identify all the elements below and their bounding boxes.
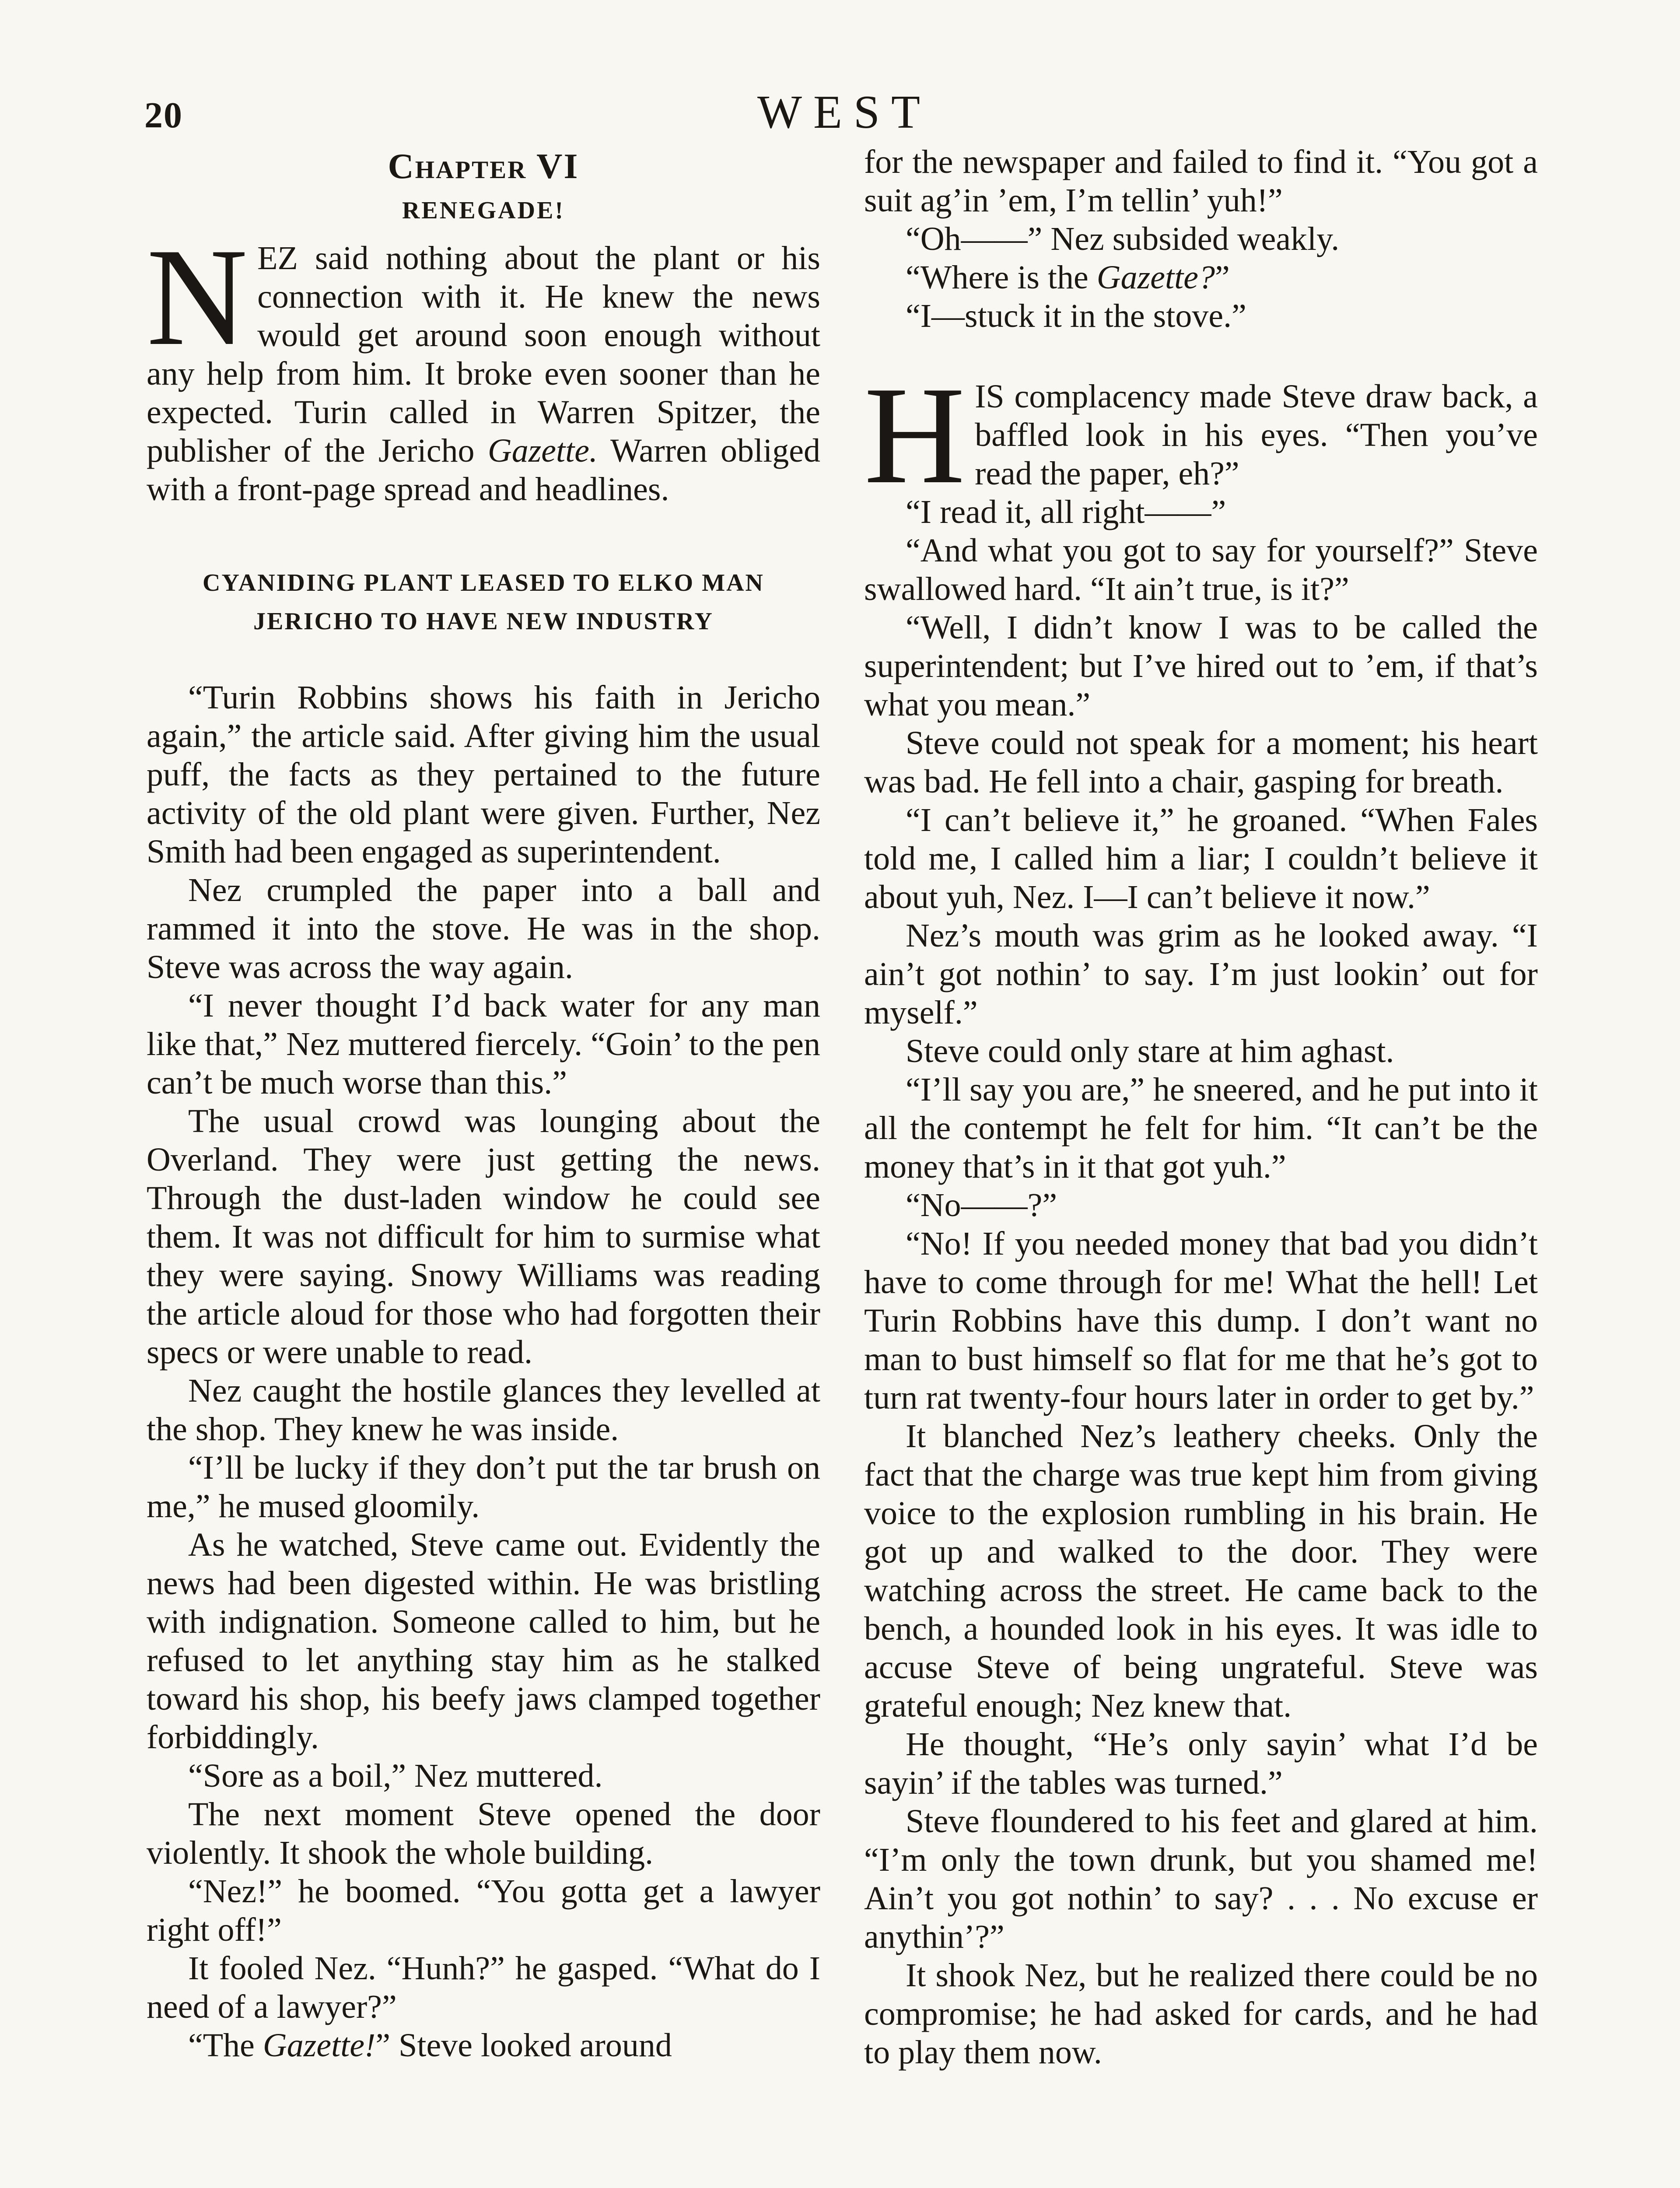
paragraph: “I’ll be lucky if they don’t put the tar brush on me,” he mused gloomily.	[147, 1449, 820, 1525]
opening-paragraph	[147, 220, 820, 508]
gazette-italic-3: Gazette?	[1096, 259, 1215, 296]
paragraph: “I never thought I’d back water for any man like that,” Nez muttered fiercely. “Goin’ to the pen can’t be much worse than this.”	[147, 987, 820, 1101]
gazette-line-start: “The	[188, 2027, 263, 2064]
paragraph	[864, 258, 1538, 297]
paragraph: “Nez!” he boomed. “You gotta get a lawyer right off!”	[147, 1873, 820, 1948]
paragraph: “Oh——” Nez subsided weakly.	[906, 221, 1340, 257]
paragraph: The usual crowd was lounging about the Overland. They were just getting the news. Through the dust-laden window he could see them. It was not difficult for him to surmise what they were saying. Snowy Williams was reading the article aloud for those who had forgotten their specs or were unable to read.	[147, 1103, 820, 1371]
paragraph: The next moment Steve opened the door violently. It shook the whole building.	[147, 1796, 820, 1871]
paragraph: “No! If you needed money that bad you didn’t have to come through for me! What the hell! Let Turin Robbins have this dump. I don’t want no man to bust himself so flat for me that he’s got to turn rat twenty-four hours later in order to get by.”	[864, 1225, 1538, 1416]
page-header	[144, 81, 1544, 147]
gazette-line-end: ” Steve looked around	[375, 2027, 672, 2064]
paragraph: Steve could only stare at him aghast.	[906, 1033, 1394, 1069]
gazette-italic: Gazette.	[487, 432, 598, 469]
paragraph: “And what you got to say for yourself?” Steve swallowed hard. “It ain’t true, is it?”	[864, 532, 1538, 607]
paragraph: “I can’t believe it,” he groaned. “When Fales told me, I called him a liar; I couldn’t believe it about yuh, Nez. I—I can’t believe it now.”	[864, 802, 1538, 915]
newspaper-headlines	[147, 564, 820, 641]
opening-text: EZ said nothing about the plant or his connection with it. He knew the news would get around soon enough without any help from him. It broke even sooner than he expected. Turin called in Warren Spitzer, the publisher of the Jericho	[147, 240, 820, 469]
paragraph: “Sore as a boil,” Nez muttered.	[188, 1757, 603, 1794]
opening-tail: Warren obliged with a front-page spread and headlines.	[147, 432, 820, 508]
paragraph: He thought, “He’s only sayin’ what I’d be sayin’ if the tables was turned.”	[864, 1726, 1538, 1801]
chapter-subtitle: RENEGADE!	[402, 197, 565, 224]
paragraph: Steve floundered to his feet and glared at him. “I’m only the town drunk, but you shamed me! Ain’t you got nothin’ to say? . . . No excuse er anythin’?”	[864, 1803, 1538, 1955]
second-opening-text: IS complacency made Steve draw back, a baffled look in his eyes. “Then you’ve read the paper, eh?”	[975, 378, 1538, 492]
magazine-title: WEST	[757, 86, 931, 138]
paragraph: “I read it, all right——”	[906, 494, 1226, 530]
right-column	[864, 143, 1538, 2188]
drop-cap-n: N	[147, 220, 248, 375]
paragraph: It shook Nez, but he realized there could be no compromise; he had asked for cards, and he had to play them now.	[864, 1957, 1538, 2071]
paragraph: “I’ll say you are,” he sneered, and he put into it all the contempt he felt for him. “It can’t be the money that’s in it that got yuh.”	[864, 1071, 1538, 1185]
paragraph: Nez caught the hostile glances they levelled at the shop. They knew he was inside.	[147, 1372, 820, 1448]
page-number: 20	[144, 95, 183, 136]
paragraph: “I—stuck it in the stove.”	[906, 298, 1246, 334]
paragraph: As he watched, Steve came out. Evidently the news had been digested within. He was bristling with indignation. Someone called to him, but he refused to let anything stay him as he stalked toward his shop, his beefy jaws clamped together forbiddingly.	[147, 1526, 820, 1756]
paragraph: “No——?”	[906, 1187, 1057, 1224]
drop-cap-h: H	[864, 358, 966, 513]
paragraph: Nez’s mouth was grim as he looked away. “I ain’t got nothin’ to say. I’m just lookin’ out for myself.”	[864, 917, 1538, 1031]
paragraph	[147, 2026, 820, 2065]
continuation-paragraph: for the newspaper and failed to find it. “You got a suit ag’in ’em, I’m tellin’ yuh!”	[864, 144, 1538, 219]
where-start: “Where is the	[906, 259, 1097, 296]
paragraph: “Turin Robbins shows his faith in Jericho again,” the article said. After giving him the usual puff, the facts as they pertained to the future activity of the old plant were given. Further, Nez Smith had been engaged as superintendent.	[147, 679, 820, 870]
paragraph: It blanched Nez’s leathery cheeks. Only the fact that the charge was true kept him from giving voice to the explosion rumbling in his brain. He got up and walked to the door. They were watching across the street. He came back to the bench, a hounded look in his eyes. It was idle to accuse Steve of being ungrateful. Steve was grateful enough; Nez knew that.	[864, 1418, 1538, 1724]
where-end: ”	[1214, 259, 1230, 296]
section-break	[864, 335, 1538, 377]
headline-1: CYANIDING PLANT LEASED TO ELKO MAN	[203, 569, 764, 596]
headline-2: JERICHO TO HAVE NEW INDUSTRY	[253, 608, 714, 635]
paragraph: It fooled Nez. “Hunh?” he gasped. “What do I need of a lawyer?”	[147, 1950, 820, 2025]
paragraph: “Well, I didn’t know I was to be called the superintendent; but I’ve hired out to ’em, if that’s what you mean.”	[864, 609, 1538, 723]
gazette-italic-2: Gazette!	[262, 2027, 376, 2064]
paragraph: Steve could not speak for a moment; his heart was bad. He fell into a chair, gasping for breath.	[864, 725, 1538, 800]
chapter-title: Chapter VI	[388, 146, 579, 186]
left-column	[147, 144, 820, 2188]
paragraph: Nez crumpled the paper into a ball and rammed it into the stove. He was in the shop. Steve was across the way again.	[147, 872, 820, 985]
